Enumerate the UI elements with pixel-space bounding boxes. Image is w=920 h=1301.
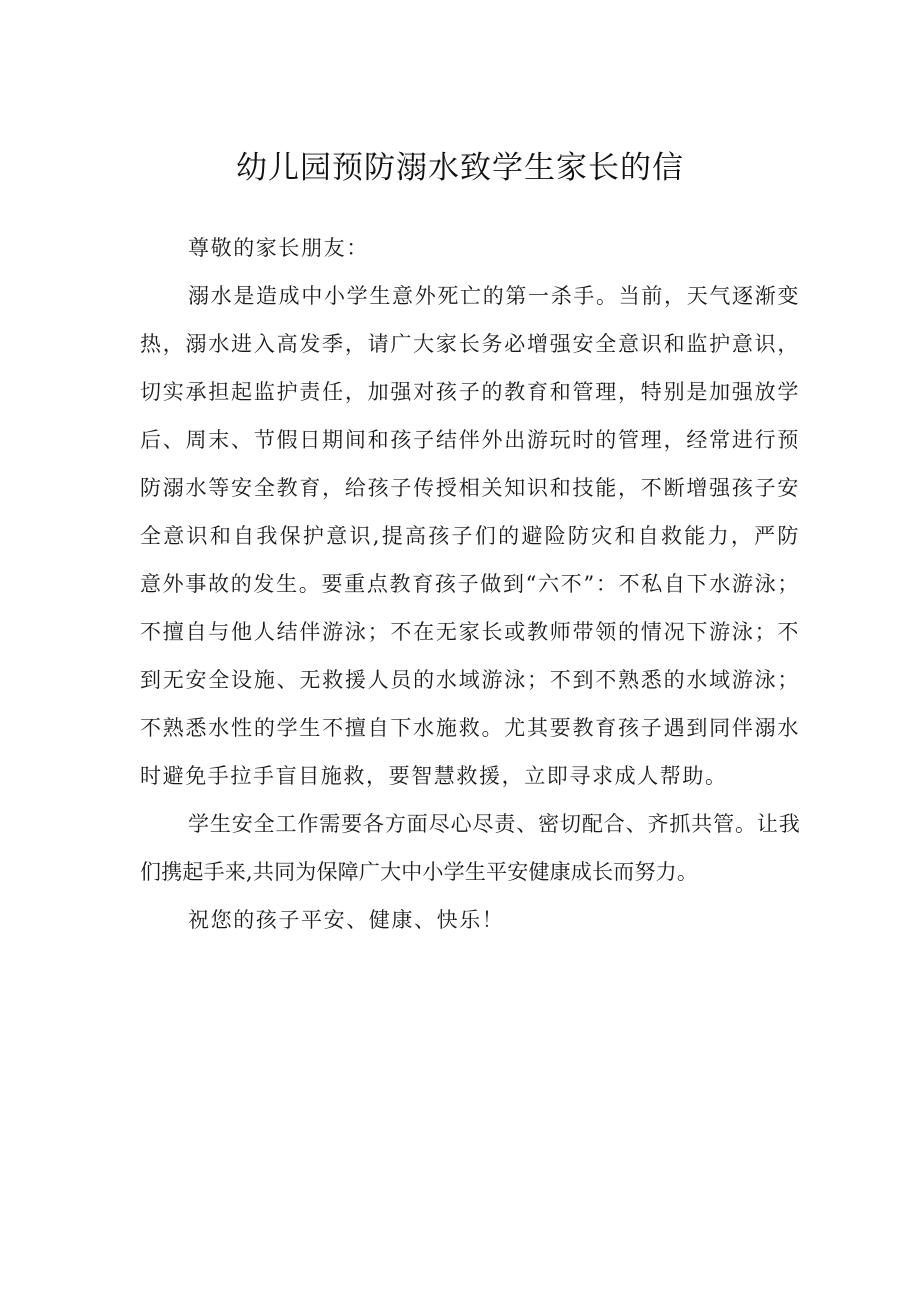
salutation: 尊敬的家长朋友： (188, 236, 369, 260)
paragraph-main: 溺水是造成中小学生意外死亡的第一杀手。当前，天气逐渐变热，溺水进入高发季，请广大家长务必增强安全意识和监护意识，切实承担起监护责任，加强对孩子的教育和管理，特别是加强放学后、周末、节假日期间和孩子结伴外出游玩时的管理，经常进行预防溺水等安全教育，给孩子传授相关知识和技能，不断增强孩子安全意识和自我保护意识,提高孩子们的避险防灾和自救能力，严防意外事故的发生。要重点教育孩子做到“六不”：不私自下水游泳；不擅自与他人结伴游泳；不在无家长或教师带领的情况下游泳；不到无安全设施、无救援人员的水域游泳；不到不熟悉的水域游泳；不熟悉水性的学生不擅自下水施救。尤其要教育孩子遇到同伴溺水时避免手拉手盲目施救，要智慧救援，立即寻求成人帮助。 (140, 284, 800, 788)
letter-body (140, 224, 800, 944)
document-title: 幼儿园预防溺水致学生家长的信 (236, 150, 684, 186)
closing-wish: 祝您的孩子平安、健康、快乐！ (188, 908, 505, 932)
paragraph-appeal: 学生安全工作需要各方面尽心尽责、密切配合、齐抓共管。让我们携起手来,共同为保障广大中小学生平安健康成长而努力。 (140, 812, 800, 884)
